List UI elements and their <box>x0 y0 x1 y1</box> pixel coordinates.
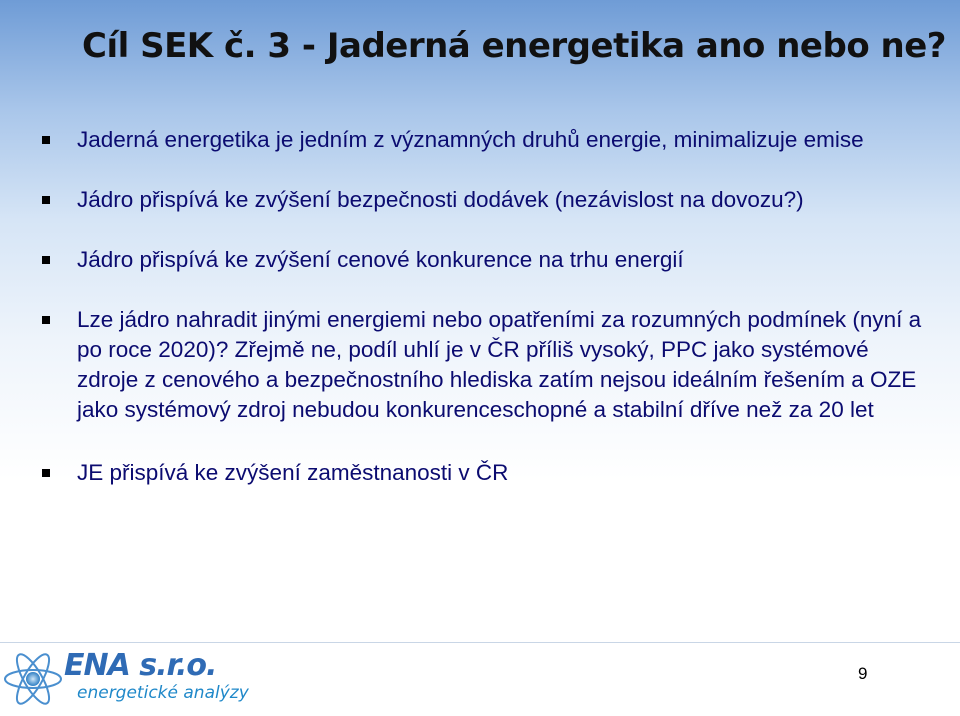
bullet-text: Lze jádro nahradit jinými energiemi nebo opatřeními za rozumných podmínek (nyní a po roce 2020)? Zřejmě ne, podíl uhlí je v ČR příliš vysoký, PPC jako systémové zdroje z cenového a bezpečnostního hlediska zatím nejsou ideálním řešením a OZE jako systémový zdroj nebudou konkurenceschopné a stabilní dříve než za 20 let <box>77 307 922 422</box>
company-logo-subtitle: energetické analýzy <box>77 683 249 703</box>
page-number: 9 <box>858 664 868 683</box>
bullet-item <box>40 245 930 275</box>
slide-title: Cíl SEK č. 3 - Jaderná energetika ano nebo ne? <box>82 26 947 66</box>
atom-logo-icon <box>2 646 64 712</box>
bullet-square-icon <box>42 469 50 477</box>
bullet-text: Jádro přispívá ke zvýšení bezpečnosti dodávek (nezávislost na dovozu?) <box>77 187 804 212</box>
bullet-text: Jádro přispívá ke zvýšení cenové konkurence na trhu energií <box>77 247 684 272</box>
bullet-text: Jaderná energetika je jedním z významných druhů energie, minimalizuje emise <box>77 127 864 152</box>
bullet-item <box>40 185 930 215</box>
company-logo-text: ENA s.r.o. <box>64 648 217 683</box>
bullet-square-icon <box>42 256 50 264</box>
bullet-square-icon <box>42 136 50 144</box>
bullet-item <box>40 125 930 155</box>
bullet-square-icon <box>42 316 50 324</box>
bullet-list <box>40 125 930 488</box>
bullet-item <box>40 458 930 488</box>
bullet-text: JE přispívá ke zvýšení zaměstnanosti v ČR <box>77 460 509 485</box>
bullet-square-icon <box>42 196 50 204</box>
bullet-item <box>40 305 930 425</box>
